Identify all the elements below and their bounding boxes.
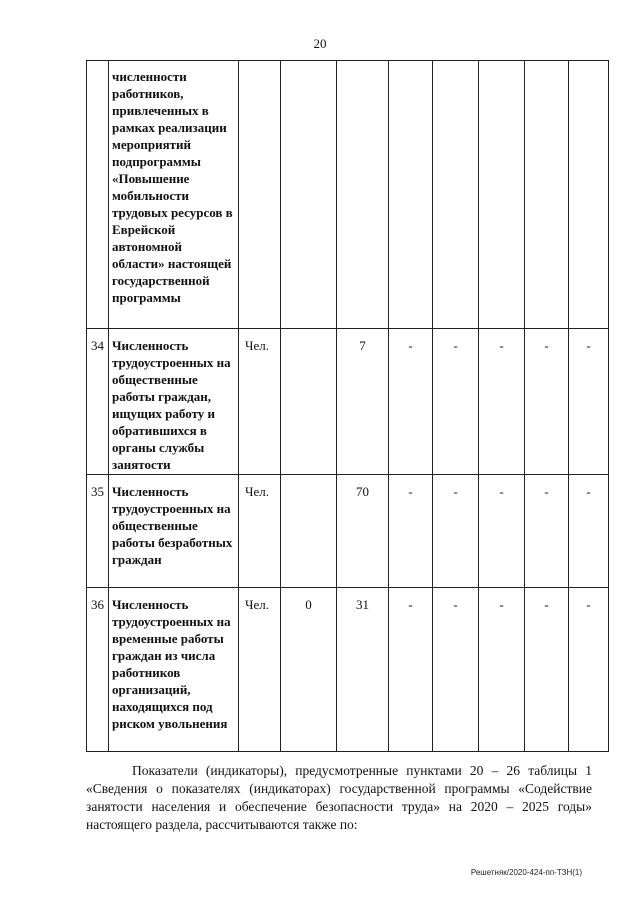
document-code: Решетняк/2020-424-пп-ТЗН(1) (470, 868, 582, 877)
page-number: 20 (313, 36, 327, 51)
value-cell: 70 (337, 475, 389, 588)
value-cell: - (433, 588, 479, 752)
value-cell: - (569, 588, 609, 752)
value-cell (281, 475, 337, 588)
table-row (87, 588, 609, 752)
indicator-name-cell: Численность трудоустроенных на временные работы граждан из числа работников организаций, находящихся под риском увольнения (109, 588, 239, 752)
value-cell (389, 61, 433, 329)
value-cell: - (479, 329, 525, 475)
value-cell: - (389, 588, 433, 752)
value-cell: 0 (281, 588, 337, 752)
value-cell: - (525, 475, 569, 588)
value-cell (569, 61, 609, 329)
value-cell: - (389, 329, 433, 475)
table-row (87, 475, 609, 588)
body-paragraph: Показатели (индикаторы), предусмотренные пунктами 20 – 26 таблицы 1 «Сведения о показателях (индикаторах) государственной программы «Содействие занятости населения и обеспечение безопасности труда» на 2020 – 2025 годы» настоящего раздела, рассчитываются также по: (86, 763, 592, 832)
row-number-cell (87, 61, 109, 329)
value-cell (433, 61, 479, 329)
unit-cell (239, 61, 281, 329)
unit-cell: Чел. (239, 588, 281, 752)
value-cell: - (479, 588, 525, 752)
value-cell: 31 (337, 588, 389, 752)
value-cell: - (569, 475, 609, 588)
row-number-cell: 36 (87, 588, 109, 752)
value-cell: 7 (337, 329, 389, 475)
value-cell: - (525, 329, 569, 475)
unit-cell: Чел. (239, 475, 281, 588)
table-row-continuation (87, 61, 609, 329)
value-cell: - (433, 329, 479, 475)
indicator-name-cell: численности работников, привлеченных в рамках реализации мероприятий подпрограммы «Повышение мобильности трудовых ресурсов в Еврейской автономной области» настоящей государственной программы (109, 61, 239, 329)
value-cell (281, 61, 337, 329)
value-cell: - (569, 329, 609, 475)
value-cell (337, 61, 389, 329)
value-cell: - (525, 588, 569, 752)
value-cell (525, 61, 569, 329)
row-number-cell: 35 (87, 475, 109, 588)
indicator-name-cell: Численность трудоустроенных на общественные работы безработных граждан (109, 475, 239, 588)
value-cell: - (433, 475, 479, 588)
value-cell (281, 329, 337, 475)
value-cell: - (389, 475, 433, 588)
unit-cell: Чел. (239, 329, 281, 475)
value-cell: - (479, 475, 525, 588)
table-row (87, 329, 609, 475)
indicator-name-cell: Численность трудоустроенных на общественные работы граждан, ищущих работу и обратившихся в органы службы занятости (109, 329, 239, 475)
value-cell (479, 61, 525, 329)
row-number-cell: 34 (87, 329, 109, 475)
indicators-table (86, 60, 609, 752)
